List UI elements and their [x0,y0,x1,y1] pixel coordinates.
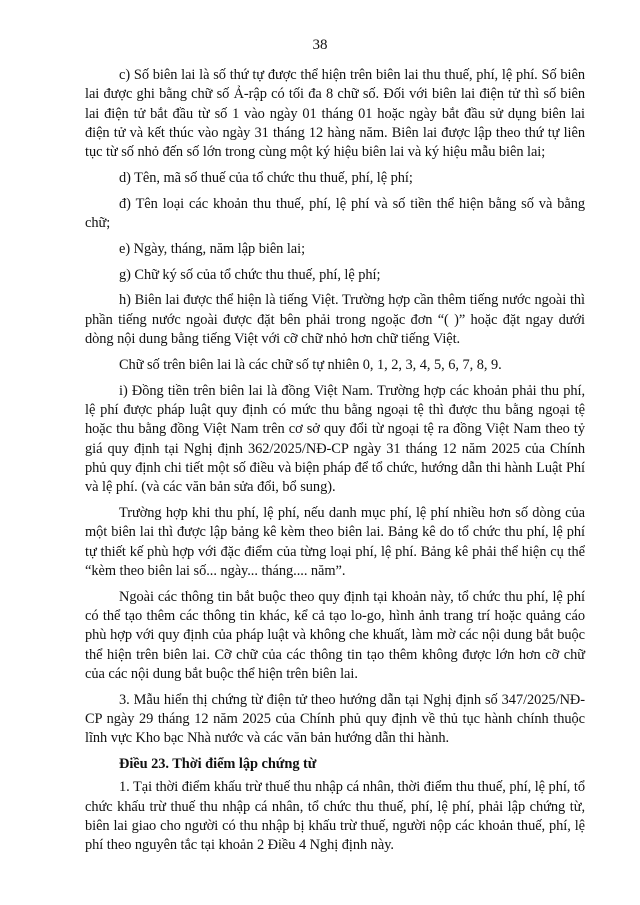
paragraph-currency: i) Đồng tiền trên biên lai là đồng Việt Nam. Trường hợp các khoản phải thu phí, lệ phí được pháp luật quy định có mức thu bằng ngoại tệ thì được thu bằng ngoại tệ hoặc thu bằng đồng Việt Nam trên cơ sở quy đổi từ ngoại tệ ra đồng Việt Nam theo tỷ giá quy định tại Nghị định 362/2025/NĐ-CP ngày 31 tháng 12 năm 2025 của Chính phủ quy định chi tiết một số điều và biện pháp để tổ chức, hướng dẫn thi hành Luật Phí và lệ phí. (và các văn bản sửa đổi, bổ sung). [85,382,585,496]
paragraph-additional-info: Ngoài các thông tin bắt buộc theo quy định tại khoản này, tổ chức thu phí, lệ phí có thể tạo thêm các thông tin khác, kể cả tạo lo-go, hình ảnh trang trí hoặc quảng cáo phù hợp với quy định của pháp luật và không che khuất, làm mờ các nội dung bắt buộc thể hiện trên biên lai. Cỡ chữ của các thông tin tạo thêm không được lớn hơn cỡ chữ của các nội dung bắt buộc thể hiện trên biên lai. [85,588,585,682]
paragraph-digital-signature: g) Chữ ký số của tổ chức thu thuế, phí, lệ phí; [119,266,381,283]
paragraph-fee-types: đ) Tên loại các khoản thu thuế, phí, lệ phí và số tiền thể hiện bằng số và bằng chữ; [85,195,585,232]
paragraph-itemized-list: Trường hợp khi thu phí, lệ phí, nếu danh mục phí, lệ phí nhiều hơn số dòng của một biên lai thì được lập bảng kê kèm theo biên lai. Bảng kê do tổ chức thu phí, lệ phí tự thiết kế phù hợp với đặc điểm của từng loại phí, lệ phí. Bảng kê phải thể hiện cụ thể “kèm theo biên lai số... ngày... tháng.... năm”. [85,504,585,579]
paragraph-language: h) Biên lai được thể hiện là tiếng Việt. Trường hợp cần thêm tiếng nước ngoài thì phần tiếng nước ngoài được đặt bên phải trong ngoặc đơn “( )” hoặc đặt ngay dưới dòng nội dung bằng tiếng Việt với cỡ chữ nhỏ hơn chữ tiếng Việt. [85,292,585,348]
article-paragraph: 1. Tại thời điểm khấu trừ thuế thu nhập cá nhân, thời điểm thu thuế, phí, lệ phí, tổ chức khấu trừ thuế thu nhập cá nhân, tổ chức thu thuế, phí, lệ phí, phải lập chứng từ, biên lai giao cho người có thu nhập bị khấu trừ thuế, người nộp các khoản thuế, phí, lệ phí theo nguyên tắc tại khoản 2 Điều 4 Nghị định này. [85,779,585,854]
article-heading: Điều 23. Thời điểm lập chứng từ [119,756,317,772]
paragraph-tax-code: d) Tên, mã số thuế của tổ chức thu thuế, phí, lệ phí; [119,169,413,186]
paragraph-display-template: 3. Mẫu hiển thị chứng từ điện tử theo hướng dẫn tại Nghị định số 347/2025/NĐ-CP ngày 29 tháng 12 năm 2025 của Chính phủ quy định về thủ tục hành chính thuộc lĩnh vực Kho bạc Nhà nước và các văn bản hướng dẫn thi hành. [85,691,585,747]
paragraph-date: e) Ngày, tháng, năm lập biên lai; [119,240,306,257]
paragraph-receipt-number: c) Số biên lai là số thứ tự được thể hiện trên biên lai thu thuế, phí, lệ phí. Số biên lai được ghi bằng chữ số Ả-rập có tối đa 8 chữ số. Đối với biên lai điện tử thì số biên lai điện tử bắt đầu từ số 1 vào ngày 01 tháng 01 hoặc ngày bắt đầu sử dụng biên lai điện tử và kết thúc vào ngày 31 tháng 12 hàng năm. Biên lai được lập theo thứ tự liên tục từ số nhỏ đến số lớn trong cùng một ký hiệu biên lai và ký hiệu mẫu biên lai; [85,67,585,161]
document-body [85,66,585,862]
page-number: 38 [312,37,328,53]
paragraph-digits: Chữ số trên biên lai là các chữ số tự nhiên 0, 1, 2, 3, 4, 5, 6, 7, 8, 9. [119,356,502,373]
